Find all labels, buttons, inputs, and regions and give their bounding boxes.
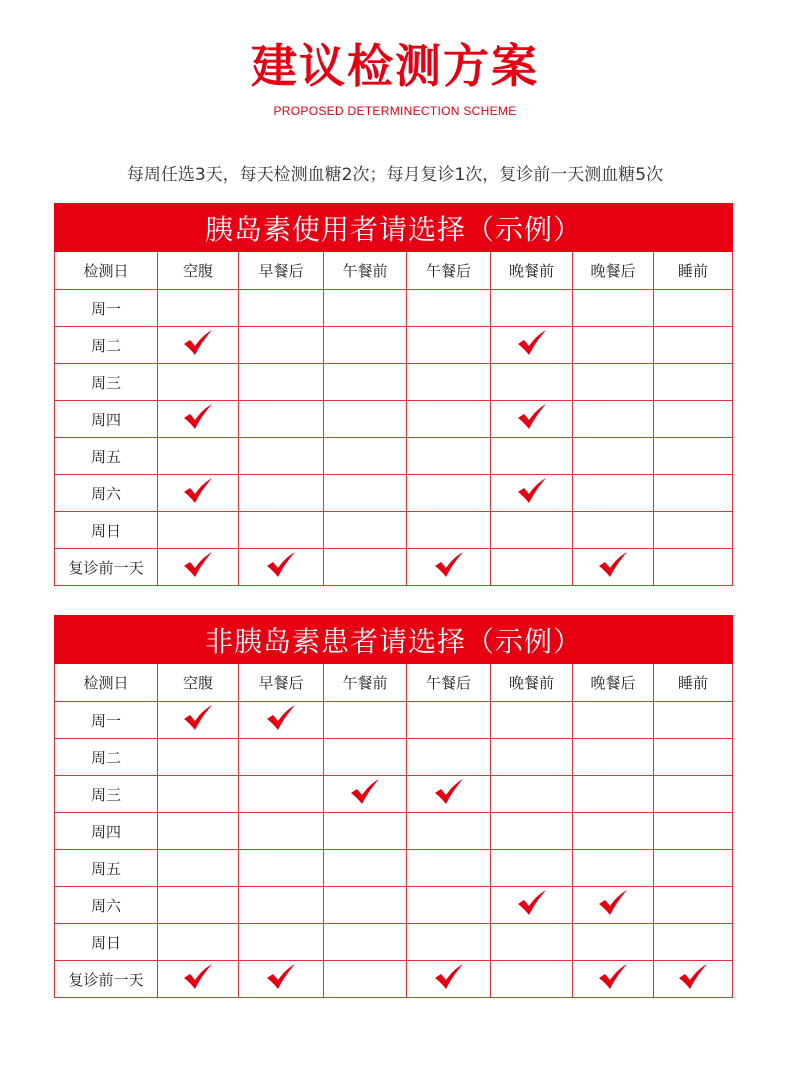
check-mark-icon <box>182 477 214 509</box>
check-mark-icon <box>516 889 548 921</box>
checked-cell <box>158 702 239 739</box>
table-row <box>55 290 733 327</box>
empty-cell <box>654 813 733 850</box>
column-header: 晚餐后 <box>573 252 654 290</box>
empty-cell <box>239 850 324 887</box>
day-label: 周日 <box>55 512 158 549</box>
column-header: 早餐后 <box>239 252 324 290</box>
check-mark-icon <box>182 963 214 995</box>
empty-cell <box>324 290 407 327</box>
empty-cell <box>573 850 654 887</box>
check-mark-icon <box>433 778 465 810</box>
column-header: 晚餐前 <box>491 664 573 702</box>
day-label: 周五 <box>55 438 158 475</box>
check-mark-icon <box>182 329 214 361</box>
empty-cell <box>239 813 324 850</box>
column-header: 空腹 <box>158 252 239 290</box>
empty-cell <box>239 475 324 512</box>
empty-cell <box>158 887 239 924</box>
empty-cell <box>491 364 573 401</box>
empty-cell <box>491 739 573 776</box>
empty-cell <box>491 776 573 813</box>
empty-cell <box>324 924 407 961</box>
checked-cell <box>158 961 239 998</box>
check-mark-icon <box>516 477 548 509</box>
table-row <box>55 327 733 364</box>
column-header: 早餐后 <box>239 664 324 702</box>
table-row <box>55 702 733 739</box>
column-header: 午餐后 <box>407 252 491 290</box>
empty-cell <box>491 961 573 998</box>
empty-cell <box>407 813 491 850</box>
day-label: 周二 <box>55 327 158 364</box>
empty-cell <box>491 438 573 475</box>
empty-cell <box>573 438 654 475</box>
empty-cell <box>491 813 573 850</box>
empty-cell <box>407 438 491 475</box>
check-mark-icon <box>677 963 709 995</box>
checked-cell <box>158 327 239 364</box>
check-mark-icon <box>182 403 214 435</box>
empty-cell <box>324 512 407 549</box>
check-mark-icon <box>265 963 297 995</box>
empty-cell <box>491 290 573 327</box>
empty-cell <box>324 739 407 776</box>
empty-cell <box>239 290 324 327</box>
day-label: 周六 <box>55 887 158 924</box>
day-label: 周四 <box>55 813 158 850</box>
empty-cell <box>407 739 491 776</box>
empty-cell <box>324 549 407 586</box>
table-row <box>55 961 733 998</box>
table-row <box>55 850 733 887</box>
empty-cell <box>654 739 733 776</box>
empty-cell <box>491 850 573 887</box>
checked-cell <box>573 549 654 586</box>
table-row <box>55 438 733 475</box>
day-label: 周二 <box>55 739 158 776</box>
empty-cell <box>324 702 407 739</box>
empty-cell <box>324 813 407 850</box>
column-header: 午餐前 <box>324 664 407 702</box>
checked-cell <box>407 549 491 586</box>
checked-cell <box>407 776 491 813</box>
empty-cell <box>573 327 654 364</box>
table-row <box>55 512 733 549</box>
day-label: 周五 <box>55 850 158 887</box>
empty-cell <box>239 739 324 776</box>
empty-cell <box>239 924 324 961</box>
day-label: 周一 <box>55 702 158 739</box>
empty-cell <box>654 887 733 924</box>
empty-cell <box>158 438 239 475</box>
table-caption: 胰岛素使用者请选择（示例） <box>55 204 733 252</box>
empty-cell <box>158 739 239 776</box>
check-mark-icon <box>516 329 548 361</box>
checked-cell <box>239 549 324 586</box>
day-label: 周一 <box>55 290 158 327</box>
empty-cell <box>491 702 573 739</box>
checked-cell <box>491 327 573 364</box>
day-label: 周四 <box>55 401 158 438</box>
table-header-row <box>55 664 733 702</box>
empty-cell <box>654 512 733 549</box>
check-mark-icon <box>182 704 214 736</box>
empty-cell <box>654 327 733 364</box>
empty-cell <box>324 850 407 887</box>
day-label: 复诊前一天 <box>55 961 158 998</box>
table-row <box>55 364 733 401</box>
check-mark-icon <box>516 403 548 435</box>
non-insulin-patient-table <box>54 615 733 998</box>
empty-cell <box>491 924 573 961</box>
checked-cell <box>491 887 573 924</box>
checked-cell <box>324 776 407 813</box>
empty-cell <box>573 364 654 401</box>
empty-cell <box>158 512 239 549</box>
empty-cell <box>324 364 407 401</box>
check-mark-icon <box>265 551 297 583</box>
table-row <box>55 924 733 961</box>
empty-cell <box>654 364 733 401</box>
empty-cell <box>158 776 239 813</box>
empty-cell <box>239 401 324 438</box>
check-mark-icon <box>182 551 214 583</box>
column-header: 晚餐后 <box>573 664 654 702</box>
checked-cell <box>407 961 491 998</box>
empty-cell <box>158 290 239 327</box>
empty-cell <box>407 887 491 924</box>
checked-cell <box>158 401 239 438</box>
empty-cell <box>573 290 654 327</box>
empty-cell <box>407 850 491 887</box>
checked-cell <box>158 549 239 586</box>
empty-cell <box>654 924 733 961</box>
day-label: 周三 <box>55 776 158 813</box>
empty-cell <box>239 327 324 364</box>
table-row <box>55 739 733 776</box>
empty-cell <box>654 702 733 739</box>
empty-cell <box>239 512 324 549</box>
empty-cell <box>324 887 407 924</box>
empty-cell <box>491 549 573 586</box>
page-title: 建议检测方案 <box>251 39 539 93</box>
empty-cell <box>573 813 654 850</box>
empty-cell <box>654 549 733 586</box>
empty-cell <box>407 475 491 512</box>
testing-note: 每周任选3天，每天检测血糖2次；每月复诊1次，复诊前一天测血糖5次 <box>126 165 664 185</box>
empty-cell <box>239 438 324 475</box>
empty-cell <box>158 850 239 887</box>
empty-cell <box>158 924 239 961</box>
empty-cell <box>324 961 407 998</box>
column-header: 午餐前 <box>324 252 407 290</box>
empty-cell <box>407 327 491 364</box>
empty-cell <box>573 475 654 512</box>
empty-cell <box>654 850 733 887</box>
empty-cell <box>573 776 654 813</box>
empty-cell <box>654 438 733 475</box>
empty-cell <box>654 475 733 512</box>
empty-cell <box>407 512 491 549</box>
table-row <box>55 887 733 924</box>
empty-cell <box>158 813 239 850</box>
empty-cell <box>573 739 654 776</box>
checked-cell <box>239 702 324 739</box>
check-mark-icon <box>433 963 465 995</box>
day-label: 复诊前一天 <box>55 549 158 586</box>
check-mark-icon <box>349 778 381 810</box>
empty-cell <box>239 364 324 401</box>
checked-cell <box>573 961 654 998</box>
table-row <box>55 401 733 438</box>
page-subtitle: PROPOSED DETERMINECTION SCHEME <box>273 104 517 118</box>
day-label: 周六 <box>55 475 158 512</box>
table-row <box>55 549 733 586</box>
empty-cell <box>407 924 491 961</box>
table-row <box>55 776 733 813</box>
empty-cell <box>573 924 654 961</box>
empty-cell <box>654 290 733 327</box>
check-mark-icon <box>597 889 629 921</box>
column-header: 睡前 <box>654 252 733 290</box>
empty-cell <box>239 887 324 924</box>
check-mark-icon <box>265 704 297 736</box>
table-header-row <box>55 252 733 290</box>
table-caption: 非胰岛素患者请选择（示例） <box>55 616 733 664</box>
empty-cell <box>654 776 733 813</box>
empty-cell <box>573 512 654 549</box>
empty-cell <box>407 364 491 401</box>
empty-cell <box>324 401 407 438</box>
column-header: 检测日 <box>55 664 158 702</box>
checked-cell <box>491 401 573 438</box>
column-header: 晚餐前 <box>491 252 573 290</box>
empty-cell <box>573 702 654 739</box>
column-header: 午餐后 <box>407 664 491 702</box>
empty-cell <box>407 702 491 739</box>
checked-cell <box>158 475 239 512</box>
table-row <box>55 813 733 850</box>
table-row <box>55 475 733 512</box>
day-label: 周三 <box>55 364 158 401</box>
check-mark-icon <box>597 963 629 995</box>
empty-cell <box>654 401 733 438</box>
check-mark-icon <box>433 551 465 583</box>
empty-cell <box>324 438 407 475</box>
column-header: 检测日 <box>55 252 158 290</box>
checked-cell <box>654 961 733 998</box>
empty-cell <box>158 364 239 401</box>
column-header: 空腹 <box>158 664 239 702</box>
empty-cell <box>324 475 407 512</box>
checked-cell <box>573 887 654 924</box>
insulin-user-table <box>54 203 733 586</box>
empty-cell <box>491 512 573 549</box>
check-mark-icon <box>597 551 629 583</box>
column-header: 睡前 <box>654 664 733 702</box>
checked-cell <box>239 961 324 998</box>
empty-cell <box>407 290 491 327</box>
empty-cell <box>324 327 407 364</box>
empty-cell <box>407 401 491 438</box>
checked-cell <box>491 475 573 512</box>
day-label: 周日 <box>55 924 158 961</box>
empty-cell <box>239 776 324 813</box>
empty-cell <box>573 401 654 438</box>
